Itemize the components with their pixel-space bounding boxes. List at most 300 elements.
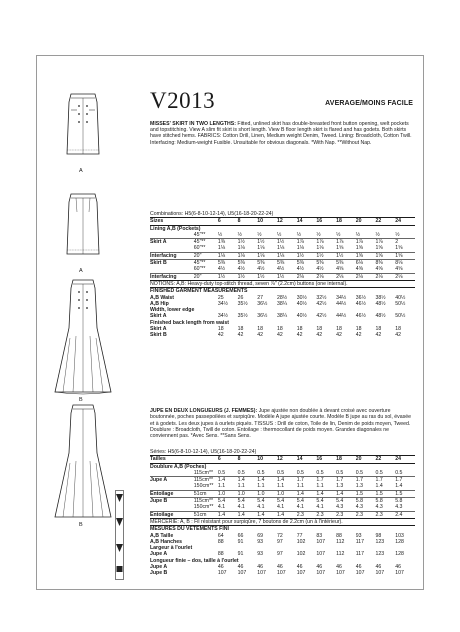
cell-value: 88 [217,538,224,545]
cell-value: 34½ [217,313,228,320]
cell-value: 91 [237,538,244,545]
cell-value: 5.8 [376,498,396,505]
cell-value: 112 [336,551,345,558]
cell-value: 1.0 [257,490,277,497]
cell-value: 18 [237,326,244,333]
long-b-row [150,570,415,576]
cell-value: 97 [276,551,283,558]
row-label [150,232,194,239]
cell-value: 1⅛ [277,252,297,259]
cell-value: 8 [238,218,258,225]
fabric-width: 115cm** [194,477,218,484]
row-label [150,470,194,477]
cell-value: 107 [375,570,385,577]
cell-value: ½ [296,231,302,238]
cell-value: 5.4 [336,498,356,505]
description-body: Fitted, unlined skirt has double-breasted front button opening, welt pockets and topstitching. View A slim fit skirt is short length. View B floor length skirt is flared and has godets. Both skirts have stitched hems. [150,121,409,140]
figure-label: A [79,268,83,274]
lining-row [150,470,415,477]
cell-value: 14 [297,218,317,225]
cell-value: 18 [257,326,264,333]
cell-value: 93 [257,551,264,558]
width-heading-text: Width, lower edge [150,307,195,314]
row-label: Jupe A [150,477,194,484]
cell-value: 1⅛ [238,252,258,259]
row-label: Skirt B [150,260,194,267]
cell-value: 4⅝ [395,266,403,273]
jupe-a-row [150,477,415,484]
cell-value: ½ [355,231,361,238]
cell-value: 72 [276,532,283,539]
cell-value: 1⅛ [257,245,265,252]
fabric-width [194,456,218,463]
cell-value: 18 [276,326,283,333]
yardage-chart-us [150,211,415,339]
lining-heading [150,463,415,470]
fabric-width [194,332,218,338]
cell-value: 12 [277,218,297,225]
skirt-a-row [150,245,415,252]
cell-value: 107 [276,570,286,577]
cell-value: 36½ [257,313,268,320]
yardage-chart-metric [150,449,415,577]
cell-value: 4⅝ [355,266,364,273]
lining-row [150,232,415,239]
cell-value: 88 [217,551,224,558]
cell-value: 66 [237,532,244,539]
cell-value: 4.1 [276,504,285,511]
cell-value: 2⅛ [356,273,376,280]
row-label: Entoilage [150,511,194,518]
row-label: Jupe B [150,570,168,577]
cell-value: 4.3 [375,504,383,511]
fabric-width: 45"** [193,231,206,238]
cell-value: 4.3 [355,504,364,511]
series-line: Séries: H5(6-8-10-12-14), U5(16-18-20-22-24) [150,449,257,455]
description-french [150,408,415,439]
cell-value: 16 [316,456,336,463]
cell-value: 1.4 [257,477,277,484]
figure-view-b-back [49,403,117,521]
size-indicator-marks [115,490,123,585]
back-b-row [150,332,415,338]
cell-value: 1.1 [257,483,265,490]
cell-value: 1⅝ [355,245,364,252]
cell-value: 2⅛ [297,273,317,280]
figure-label: A [79,168,83,174]
cell-value: 30½ [296,294,307,301]
row-label: Jupe A [150,564,168,571]
cell-value: 5⅜ [297,260,317,267]
cell-value: 123 [375,551,385,558]
cell-value: 20 [356,456,376,463]
cell-value: 1.4 [277,477,297,484]
cell-value: 4½ [316,266,324,273]
cell-value: 107 [237,570,247,577]
cell-value: 28½ [276,294,288,301]
cell-value: 107 [316,538,326,545]
french-title: JUPE EN DEUX LONGUEURS (J. FEMMES): [150,408,258,414]
cell-value: 34½ [217,300,228,307]
cell-value: 5⅜ [316,260,336,267]
cell-value: 93 [355,532,362,539]
cell-value: 5⅜ [336,260,356,267]
cell-value: 1.1 [296,483,304,490]
cell-value: 1.0 [277,490,297,497]
cell-value: 6⅛ [356,260,376,267]
cell-value: 5.4 [218,498,238,505]
cell-value: 1⅝ [356,252,376,259]
cell-value: 6 [218,456,238,463]
cell-value: 48½ [375,300,386,307]
cell-value: 46 [296,564,303,571]
cell-value: 1⅛ [218,252,238,259]
cell-value: 1⅞ [376,239,396,246]
cell-value: 46½ [355,300,366,307]
cell-value: 1.4 [395,483,403,490]
cell-value: 36½ [257,300,268,307]
cell-value: 50½ [395,313,406,320]
cell-value: 83 [316,532,323,539]
cell-value: 1½ [238,239,258,246]
row-label: Skirt A [150,313,167,320]
back-length-heading-text: Finished back length from waist [150,319,229,326]
cell-value: 103 [395,532,404,539]
cell-value: 1½ [316,252,336,259]
notions-text: NOTIONS: A,B: Heavy-duty top-stitch thread, seven ⅞" (2.2cm) buttons (one internal). [150,280,415,287]
row-label: Skirt B [150,332,167,339]
description-footnote: *With Nap. **Without Nap. [311,139,372,146]
fabric-width: 45"** [194,239,218,246]
cell-value: 1.4 [257,511,277,518]
cell-value: 5.4 [316,498,336,505]
row-label [150,266,194,273]
description-fabrics: FABRICS: Cotton Drill, Linen, Medium weight Denim, Tweed. Lining: Broadcloth, Cotton Twill. Interfacing: Medium-weight Fusible. Unsuitable for obvious diagonals. [150,133,412,146]
cell-value: 25 [217,294,224,301]
cell-value: 5.4 [297,498,317,505]
cell-value: 1.7 [316,477,336,484]
cell-value: 4.1 [296,504,304,511]
cell-value: 18 [316,326,323,333]
jupe-a-row [150,483,415,490]
cell-value: ½ [316,231,321,238]
cell-value: 1½ [277,273,297,280]
cell-value: 14 [297,456,317,463]
fabric-width: 45"** [194,260,218,267]
entoilage-a-row [150,490,415,497]
cell-value: 1.7 [376,477,396,484]
cell-value: 46 [217,564,224,571]
cell-value: 1½ [238,273,258,280]
cell-value: 98 [375,532,382,539]
cell-value: 4½ [257,266,265,273]
cell-value: 4.1 [316,504,324,511]
cell-value: 1.4 [375,483,383,490]
cell-value: 18 [355,326,362,333]
cell-value: 8 [238,456,258,463]
cell-value: 2.3 [376,511,396,518]
difficulty-label: AVERAGE/MOINS FACILE [325,100,413,107]
cell-value: 2⅛ [336,273,356,280]
cell-value: 1.5 [356,490,376,497]
cell-value: 2 [395,239,415,246]
row-label: Tailles [150,456,194,463]
cell-value: 1.1 [237,483,245,490]
cell-value: 46 [237,564,244,571]
cell-value: 5⅜ [218,260,238,267]
cell-value: 128 [395,538,404,545]
cell-value: 0.5 [375,469,383,476]
cell-value: 4½ [217,266,226,273]
cell-value: 2.4 [395,511,415,518]
cell-value: 16 [316,218,336,225]
cell-value: 44½ [336,313,347,320]
cell-value: 5.8 [356,498,376,505]
cell-value: 88 [336,532,342,539]
cell-value: 22 [376,218,396,225]
fabric-width: 115cm** [193,469,214,476]
cell-value: 4⅝ [336,266,344,273]
row-label: Interfacing [150,273,194,280]
cell-value: 1.4 [297,490,317,497]
row-label [150,245,194,252]
cell-value: 5.4 [238,498,258,505]
cell-value: 1½ [336,252,356,259]
cell-value: 102 [296,538,306,545]
cell-value: 46½ [355,313,366,320]
description-title: MISSES' SKIRT IN TWO LENGTHS: [150,121,236,127]
finished-heading-text: FINISHED GARMENT MEASUREMENTS [150,288,415,295]
cell-value: 36½ [355,294,366,301]
cell-value: 42½ [316,313,327,320]
cell-value: 46 [257,564,264,571]
cell-value: 2.3 [356,511,376,518]
cell-value: 69 [257,532,264,539]
cell-value: 18 [395,326,401,333]
fabric-width [194,218,218,225]
cell-value: 1.3 [355,483,364,490]
cell-value: 1.0 [218,490,238,497]
skirt-a-row [150,239,415,246]
cell-value: 18 [217,326,224,333]
cell-value: 20 [356,218,376,225]
cell-value: 24 [395,456,415,463]
cell-value: 8⅜ [376,260,396,267]
cell-value: 4.1 [237,504,245,511]
cell-value: 2.3 [316,511,336,518]
figure-view-a-back [59,192,107,258]
cell-value: 12 [277,456,297,463]
cell-value: 107 [336,570,345,577]
jupe-b-row [150,498,415,505]
description-english [150,121,415,146]
cell-value: 123 [375,538,385,545]
pattern-number: V2013 [150,88,216,113]
cell-value: 0.5 [316,469,324,476]
cell-value: 10 [257,456,277,463]
cell-value: 1⅝ [336,245,344,252]
cell-value: 93 [257,538,264,545]
cell-value: 1.7 [297,477,317,484]
row-label: Jupe A [150,551,168,558]
cell-value: 1½ [218,273,238,280]
cell-value: 0.5 [257,469,265,476]
cell-value: 1⅞ [336,239,356,246]
cell-value: 4½ [296,266,304,273]
cell-value: 0.5 [217,469,226,476]
row-label: A,B Taille [150,532,174,539]
pattern-envelope-back [36,55,424,590]
row-label: Entoilage [150,490,194,497]
cell-value: 107 [257,570,266,577]
cell-value: 42 [237,332,244,339]
cell-value: 4½ [237,266,245,273]
cell-value: 1.7 [395,477,415,484]
fabric-width: 150cm** [193,483,214,490]
cell-value: 42 [217,332,224,339]
cell-value: 42 [276,332,283,339]
cell-value: 102 [296,551,306,558]
fabric-width: 60"** [193,245,206,252]
cell-value: 18 [375,326,382,333]
cell-value: 22 [376,456,396,463]
cell-value: 107 [395,570,404,577]
figure-view-b-front [49,278,117,396]
cell-value: 18 [336,218,356,225]
cell-value: 5.8 [395,498,415,505]
finished-heading-text: MESURES DU VÊTEMENTS FINI [150,526,415,533]
cell-value: 35½ [237,300,248,307]
cell-value: 8⅛ [395,260,415,267]
row-label: Interfacing [150,252,194,259]
cell-value: 128 [395,551,404,558]
cell-value: 40½ [296,313,307,320]
cell-value: 5⅜ [238,260,258,267]
cell-value: 107 [296,570,306,577]
row-label: Jupe B [150,498,194,505]
cell-value: 77 [296,532,303,539]
interfacing-a-row [150,252,415,259]
fabric-width: 51cm [194,511,218,518]
cell-value: 112 [336,538,345,545]
row-label [150,504,194,511]
cell-value: 0.5 [395,469,403,476]
cell-value: 107 [316,551,326,558]
cell-value: ½ [336,231,341,238]
cell-value: 1.5 [376,490,396,497]
finished-heading [150,526,415,533]
cell-value: 1⅝ [395,245,403,252]
cell-value: 38¼ [276,313,288,320]
cell-value: 2.3 [336,511,356,518]
cell-value: 1.3 [336,483,344,490]
cell-value: 46 [395,564,401,571]
cell-value: 91 [237,551,244,558]
cell-value: 1½ [257,239,277,246]
cell-value: 0.5 [237,469,245,476]
cell-value: 1½ [297,252,317,259]
row-label: A,B Hip [150,300,169,307]
cell-value: 38½ [375,294,386,301]
cell-value: 5⅜ [277,260,297,267]
cell-value: 5⅜ [257,260,277,267]
mercerie [150,518,415,525]
fabric-width: 60"** [193,266,206,273]
cell-value: 18 [296,326,303,333]
cell-value: 1.1 [316,483,324,490]
cell-value: 1.4 [336,490,356,497]
cell-value: ½ [395,231,400,238]
cell-value: 1.4 [238,511,258,518]
cell-value: 0.5 [296,469,304,476]
cell-value: 34½ [336,294,347,301]
notions [150,280,415,287]
cell-value: 1.0 [238,490,258,497]
row-label: A,B Waist [150,294,175,301]
skirt-b-row [150,266,415,273]
cell-value: 1.5 [395,490,415,497]
lining-heading [150,225,415,232]
interfacing-b-row [150,273,415,280]
cell-value: 2⅛ [316,273,336,280]
lining-heading-text: Lining A,B (Pockets) [150,225,415,232]
fabric-width: 115cm** [194,498,218,505]
cell-value: 46 [276,564,283,571]
cell-value: 10 [257,218,277,225]
cell-value: 1.4 [218,477,238,484]
cell-value: 1⅝ [395,252,415,259]
cell-value: 1½ [277,239,297,246]
cell-value: 50½ [395,300,406,307]
cell-value: 2⅛ [395,273,415,280]
cell-value: 42 [375,332,382,339]
cell-value: 40½ [395,294,406,301]
cell-value: 42 [395,332,401,339]
fabric-width: 51cm [194,490,218,497]
cell-value: 107 [355,570,365,577]
fabric-width: 150cm** [193,504,214,511]
cell-value: 0.5 [336,469,344,476]
cell-value: 35½ [237,313,248,320]
fabric-width: 20" [194,273,218,280]
cell-value: 107 [217,570,227,577]
cell-value: 1.7 [356,477,376,484]
cell-value: 42½ [316,300,327,307]
cell-value: 42 [336,332,342,339]
cell-value: 1.7 [336,477,356,484]
cell-value: 40½ [296,300,307,307]
cell-value: 4½ [276,266,285,273]
mercerie-text: MERCERIE: A, B : Fil résistant pour surpiqûre, 7 boutons de 2.2cm (un à l'intérieur). [150,518,415,525]
cell-value: 44½ [336,300,347,307]
fabric-width [194,570,218,576]
cell-value: 1⅛ [296,245,304,252]
cell-value: 1.1 [217,483,226,490]
cell-value: 38¼ [276,300,288,307]
cell-value: 1⅝ [375,245,383,252]
cell-value: 46 [355,564,362,571]
cell-value: 1⅛ [237,245,245,252]
cell-value: 27 [257,294,264,301]
cell-value: 4.3 [395,504,403,511]
entoilage-b-row [150,511,415,518]
cell-value: 117 [355,551,365,558]
cell-value: 18 [336,326,342,333]
french-body: Jupe ajustée non doublée à devant croisé avec ouverture boutonnée, poches passepoilées et surpiqûre. Modèle A jupe ajustée courte. Modèle B jupe au ras du sol, évasée et à godets. Les deux jupes à ourlets piqués. TISSUS : Drill de coton, Toile de lin, Denim de poids moyen, Tweed. Doublure : Broadcloth, Twill de coton. Entoilage : thermocollant de poids moyen. Grandes diagonales ne conviennent pas. *Avec Sens. **Sans Sens. [150,408,411,440]
cell-value: 1⅞ [316,239,336,246]
figure-view-a-front [59,92,107,158]
cell-value: 1.4 [277,511,297,518]
